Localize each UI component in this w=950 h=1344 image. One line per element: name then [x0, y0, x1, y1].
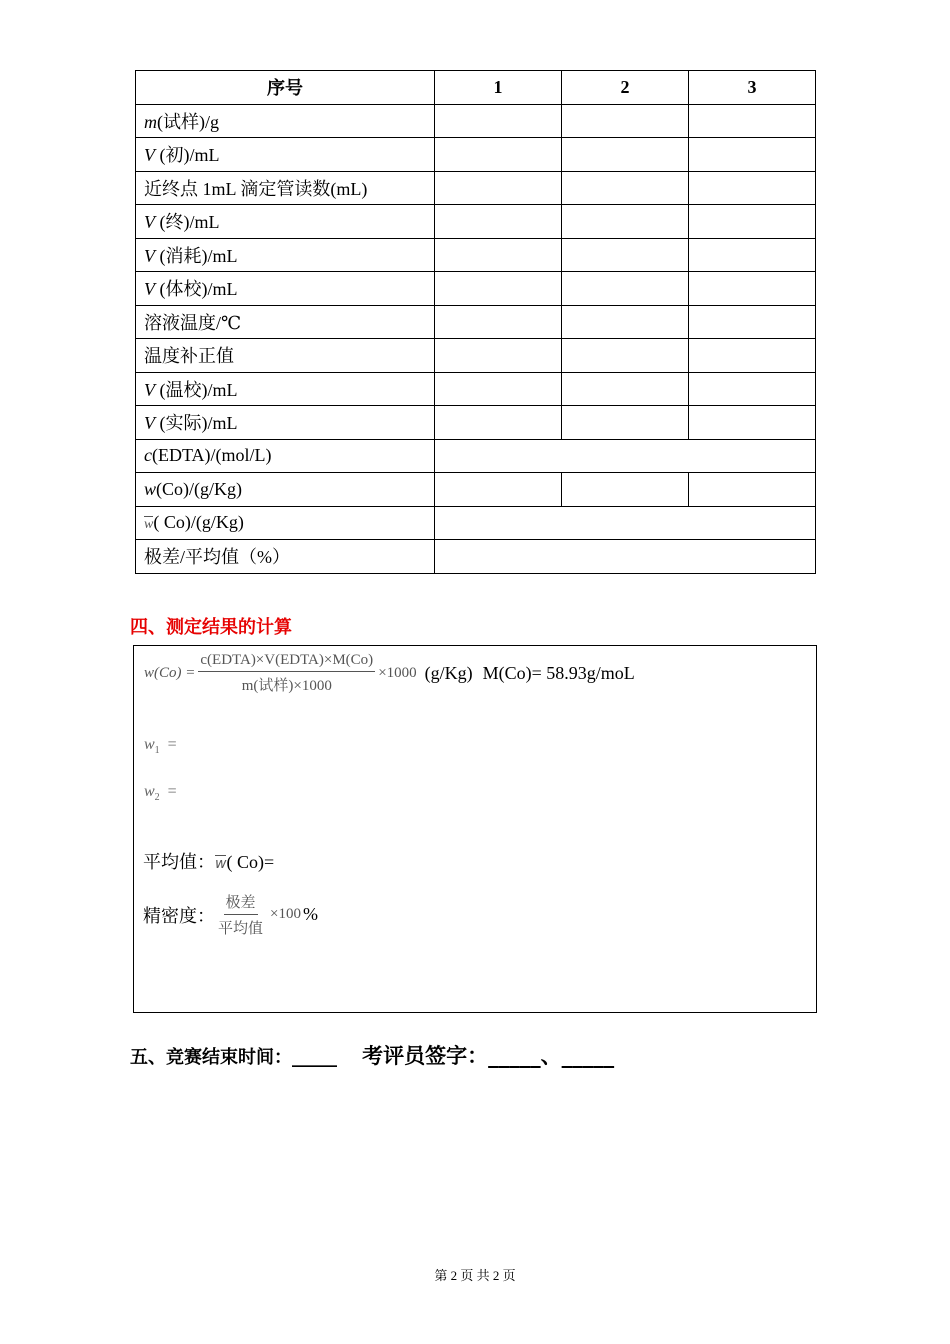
table-row	[136, 138, 816, 172]
row-label: 极差/平均值（%）	[136, 540, 435, 574]
input-cell[interactable]	[435, 305, 562, 339]
row-label: V (实际)/mL	[136, 406, 435, 440]
input-cell[interactable]	[689, 138, 816, 172]
input-cell[interactable]	[689, 238, 816, 272]
result-table	[135, 70, 816, 574]
header-cell-1: 1	[435, 71, 562, 105]
signature-label: 考评员签字：_____、_____	[362, 1044, 615, 1068]
row-label: w(Co)/(g/Kg)	[136, 473, 435, 507]
input-cell[interactable]	[689, 305, 816, 339]
header-cell-index: 序号	[136, 71, 435, 105]
page-footer: 第 2 页 共 2 页	[434, 1268, 516, 1283]
input-cell[interactable]	[562, 406, 689, 440]
input-cell[interactable]	[562, 104, 689, 138]
header-cell-3: 3	[689, 71, 816, 105]
row-label: w( Co)/(g/Kg)	[136, 506, 435, 540]
input-cell[interactable]	[562, 473, 689, 507]
input-cell[interactable]	[689, 104, 816, 138]
row-label: 温度补正值	[136, 339, 435, 373]
section-5-line	[130, 1040, 614, 1070]
precision-line: 精密度： $\frac{\text{极差}}{\text{平均值}}$ ×100 %	[143, 893, 318, 937]
section-4-title: 四、测定结果的计算	[130, 617, 292, 638]
input-cell[interactable]	[435, 272, 562, 306]
end-time-label: 五、竞赛结束时间：_____	[130, 1047, 337, 1068]
formula-multiplier: ×1000	[378, 665, 417, 681]
precision-fraction: $\frac{\text{极差}}{\text{平均值}}$	[218, 893, 264, 937]
table-row	[136, 406, 816, 440]
mean-symbol: w	[215, 852, 226, 872]
row-label: 溶液温度/℃	[136, 305, 435, 339]
row-label: V (体校)/mL	[136, 272, 435, 306]
input-cell[interactable]	[562, 205, 689, 239]
input-cell[interactable]	[689, 272, 816, 306]
formula-lhs: w(Co) =	[144, 665, 196, 681]
input-cell-merged[interactable]	[435, 540, 816, 574]
input-cell[interactable]	[562, 238, 689, 272]
input-cell[interactable]	[435, 473, 562, 507]
row-label: 近终点 1mL 滴定管读数(mL)	[136, 171, 435, 205]
input-cell[interactable]	[689, 171, 816, 205]
average-line: 平均值：w( Co)=	[143, 852, 275, 873]
table-row	[136, 473, 816, 507]
table-row	[136, 439, 816, 473]
molar-mass: M(Co)= 58.93g/moL	[482, 663, 635, 683]
row-label: c(EDTA)/(mol/L)	[136, 439, 435, 473]
formula-denominator: m(试样)×1000	[241, 678, 332, 694]
input-cell[interactable]	[435, 406, 562, 440]
input-cell[interactable]	[689, 339, 816, 373]
w1-line: $w_1$ =	[144, 736, 177, 757]
input-cell[interactable]	[689, 473, 816, 507]
table-row	[136, 372, 816, 406]
input-cell[interactable]	[435, 171, 562, 205]
table-header-row	[136, 71, 816, 105]
input-cell[interactable]	[435, 138, 562, 172]
input-cell[interactable]	[435, 339, 562, 373]
input-cell[interactable]	[689, 372, 816, 406]
input-cell[interactable]	[435, 238, 562, 272]
input-cell[interactable]	[562, 171, 689, 205]
row-label: V (终)/mL	[136, 205, 435, 239]
table-row	[136, 238, 816, 272]
input-cell[interactable]	[689, 406, 816, 440]
formula-unit: (g/Kg)	[424, 663, 473, 683]
table-row	[136, 104, 816, 138]
input-cell[interactable]	[435, 205, 562, 239]
input-cell[interactable]	[562, 272, 689, 306]
table-row	[136, 339, 816, 373]
table-row	[136, 506, 816, 540]
input-cell[interactable]	[562, 339, 689, 373]
input-cell[interactable]	[435, 372, 562, 406]
input-cell-merged[interactable]	[435, 506, 816, 540]
input-cell-merged[interactable]	[435, 439, 816, 473]
row-label: m(试样)/g	[136, 104, 435, 138]
table-row	[136, 540, 816, 574]
mean-symbol: w	[144, 513, 153, 533]
input-cell[interactable]	[562, 372, 689, 406]
row-label: V (温校)/mL	[136, 372, 435, 406]
table-row	[136, 171, 816, 205]
calculation-box[interactable]	[133, 645, 817, 1013]
table-row	[136, 205, 816, 239]
formula	[144, 652, 635, 695]
table-row	[136, 272, 816, 306]
header-cell-2: 2	[562, 71, 689, 105]
row-label: V (消耗)/mL	[136, 238, 435, 272]
w2-line: $w_2$ =	[144, 783, 177, 804]
input-cell[interactable]	[689, 205, 816, 239]
formula-fraction	[198, 652, 375, 695]
formula-numerator: c(EDTA)×V(EDTA)×M(Co)	[198, 652, 375, 672]
input-cell[interactable]	[562, 138, 689, 172]
input-cell[interactable]	[562, 305, 689, 339]
table-row	[136, 305, 816, 339]
row-label: V (初)/mL	[136, 138, 435, 172]
input-cell[interactable]	[435, 104, 562, 138]
